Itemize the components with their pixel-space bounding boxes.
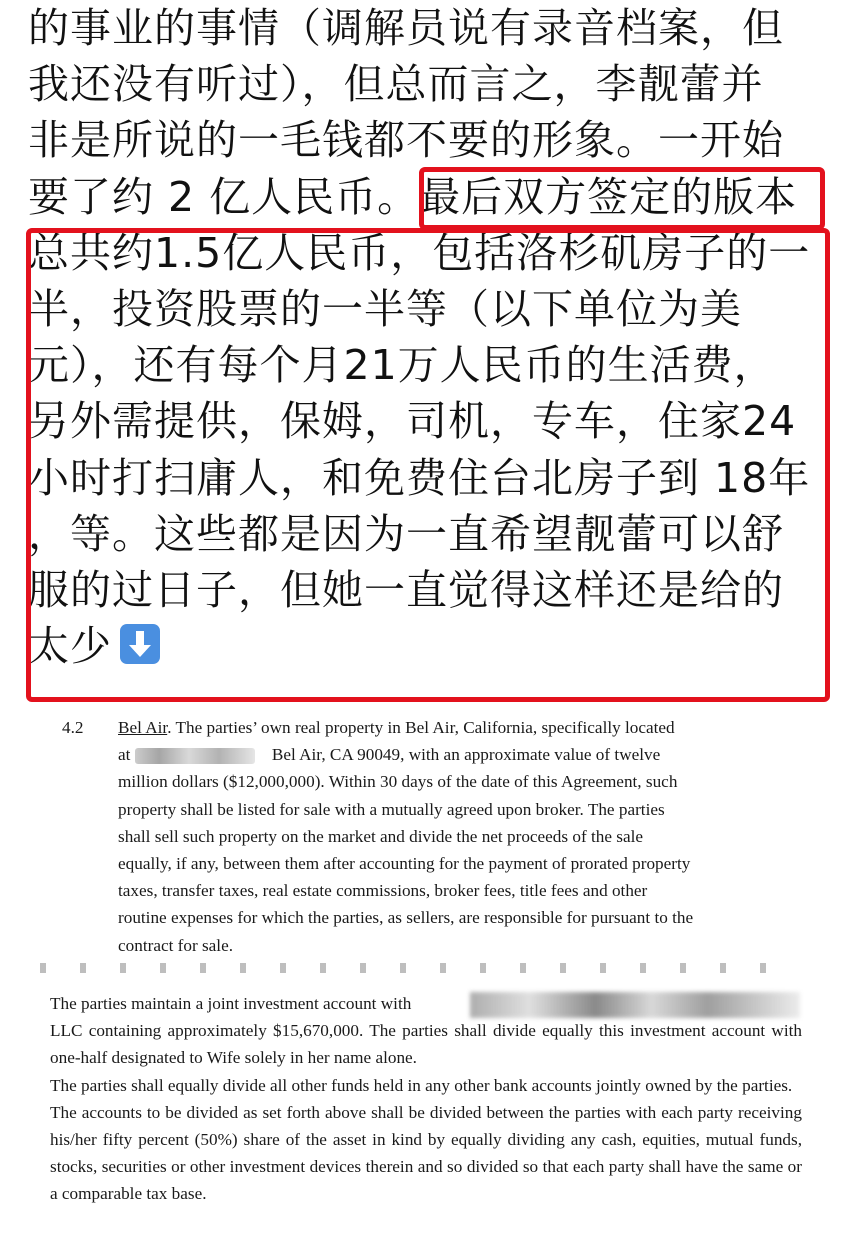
legal-line: contract for sale. [118, 935, 234, 955]
legal-paragraph: The parties shall equally divide all other funds held in any other bank accounts jointly owned by the parties. [50, 1075, 793, 1095]
section-body [118, 714, 802, 959]
legal-paragraph: LLC containing approximately $15,670,000. The parties shall divide equally this investment account with one-half designated to Wife solely in her name alone. [50, 1021, 802, 1068]
legal-line [118, 741, 802, 768]
legal-line: million dollars ($12,000,000). Within 30 days of the date of this Agreement, such [118, 772, 678, 792]
legal-section-bel-air [62, 714, 802, 959]
section-number: 4.2 [62, 718, 84, 737]
text-line: ，等。这些都是因为一直希望靓蕾可以舒 [28, 509, 784, 558]
cropped-text-remnant [40, 963, 800, 973]
legal-text: at [118, 745, 131, 765]
legal-paragraph: The accounts to be divided as set forth above shall be divided between the parties with each party receiving his/her fifty percent (50%) share of the asset in kind by equally dividing any cash, equities, mutual funds, stocks, securities or other investment devices therein and so divided so that each party shall have the same or a comparable tax base. [50, 1102, 802, 1204]
redacted-address [135, 748, 255, 764]
legal-text: . The parties’ own real property in Bel Air, California, specifically located [167, 718, 675, 737]
legal-line: routine expenses for which the parties, as sellers, are responsible for pursuant to the [118, 908, 694, 928]
legal-line: shall sell such property on the market and divide the net proceeds of the sale [118, 826, 644, 846]
legal-paragraph: The parties maintain a joint investment account with [50, 994, 412, 1013]
highlight-box-large [26, 228, 830, 702]
text-line: 元），还有每个月21万人民币的生活费， [28, 341, 776, 390]
text-line: 服的过日子，但她一直觉得这样还是给的 [28, 565, 784, 614]
section-title: Bel Air [118, 718, 168, 737]
legal-line: property shall be listed for sale with a mutually agreed upon broker. The parties [118, 799, 665, 819]
text-line: 我还没有听过），但总而言之，李靓蕾并 [28, 60, 764, 109]
text-line: 另外需提供，保姆，司机，专车，住家24 [28, 397, 797, 446]
text-line-end: 太少 [28, 622, 112, 671]
legal-line: equally, if any, between them after accounting for the payment of prorated property [118, 854, 691, 874]
text-line: 的事业的事情（调解员说有录音档案，但 [28, 4, 784, 52]
legal-text: Bel Air, CA 90049, with an approximate value of twelve [271, 745, 661, 765]
text-line: 小时打扫庸人，和免费住台北房子到 18年 [28, 453, 811, 502]
legal-line: taxes, transfer taxes, real estate commissions, broker fees, title fees and other [118, 881, 648, 901]
legal-line [118, 714, 802, 741]
text-line: 要了约 2 亿人民币。最后双方签定的版本 [28, 172, 798, 221]
highlight-box-small [419, 167, 825, 230]
legal-section-investment [50, 990, 802, 1208]
text-line: 总共约1.5亿人民币，包括洛杉矶房子的一 [28, 228, 811, 277]
text-line: 非是所说的一毛钱都不要的形象。一开始 [28, 116, 784, 165]
text-line: 半，投资股票的一半等（以下单位为美 [28, 284, 742, 333]
redacted-company-name [470, 992, 800, 1018]
